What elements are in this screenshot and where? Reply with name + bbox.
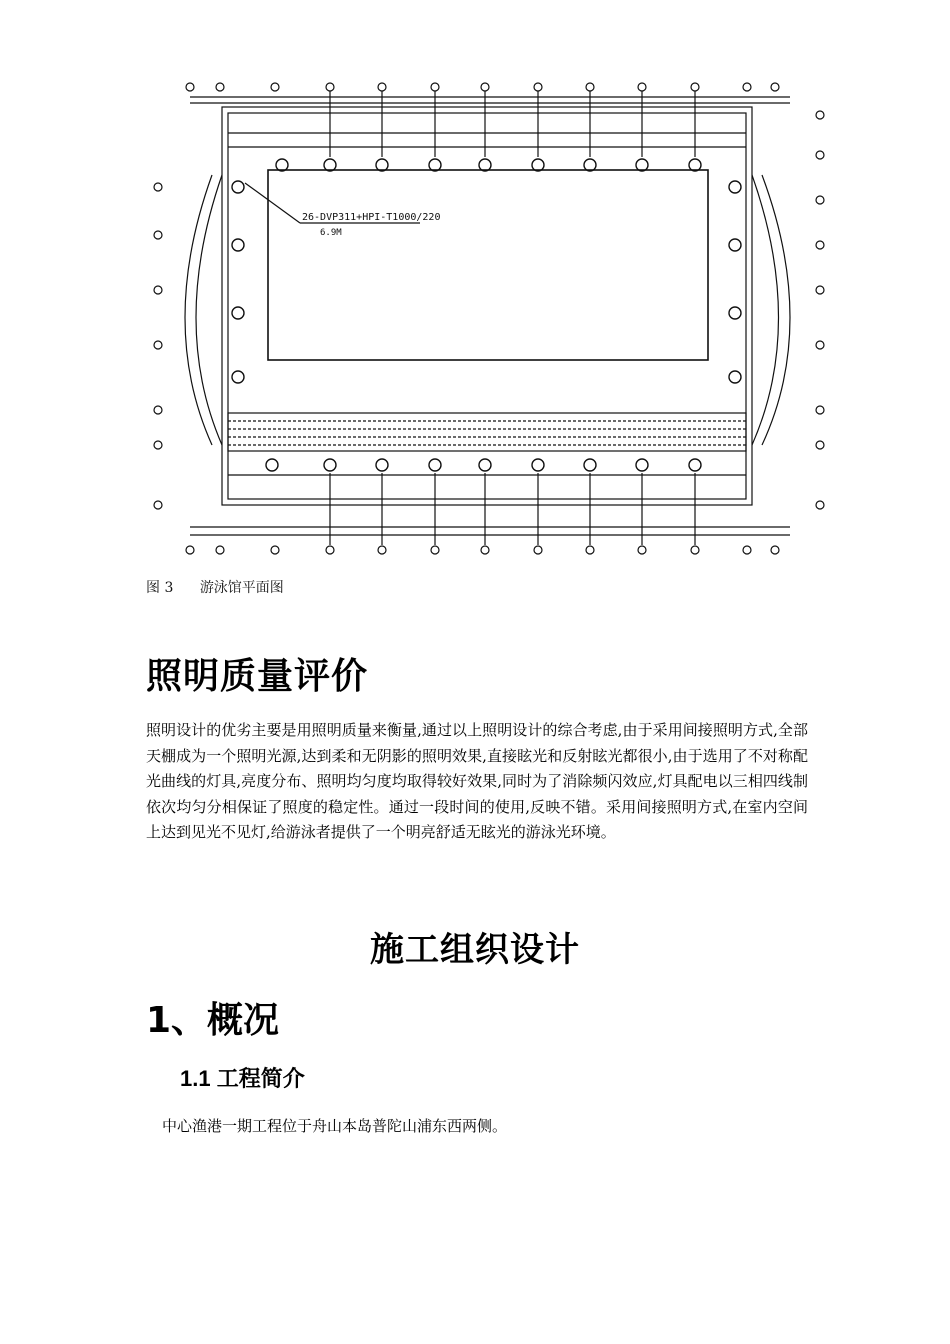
- light-fixtures: [232, 159, 741, 471]
- caption-number: 图 3: [146, 580, 174, 596]
- floor-plan-drawing: [150, 75, 830, 560]
- figure-caption: [146, 577, 284, 597]
- mounting-height-annotation: 6.9M: [320, 228, 342, 238]
- section-title-lighting-quality: 照明质量评价: [146, 656, 369, 697]
- floor-plan-figure: [150, 75, 830, 560]
- caption-text: 游泳馆平面图: [199, 580, 284, 596]
- project-intro-text: 中心渔港一期工程位于舟山本岛普陀山浦东西两侧。: [162, 1117, 508, 1135]
- bottom-axis-markers: [186, 546, 779, 554]
- construction-design-title: 施工组织设计: [370, 930, 580, 970]
- lighting-quality-paragraph: 照明设计的优劣主要是用照明质量来衡量,通过以上照明设计的综合考虑,由于采用间接照明方式,全部天棚成为一个照明光源,达到柔和无阴影的照明效果,直接眩光和反射眩光都很小,由于选用了不对称配光曲线的灯具,亮度分布、照明均匀度均取得较好效果,同时为了消除频闪效应,灯具配电以三相四线制依次均匀分相保证了照度的稳定性。通过一段时间的使用,反映不错。采用间接照明方式,在室内空间上达到见光不见灯,给游泳者提供了一个明亮舒适无眩光的游泳光环境。: [146, 721, 808, 841]
- top-axis-markers: [186, 83, 779, 91]
- overview-heading: 1、概况: [146, 1000, 280, 1041]
- fixture-annotation: 26-DVP311+HPI-T1000/220: [302, 212, 441, 223]
- project-intro-subheading: 1.1 工程简介: [180, 1066, 305, 1091]
